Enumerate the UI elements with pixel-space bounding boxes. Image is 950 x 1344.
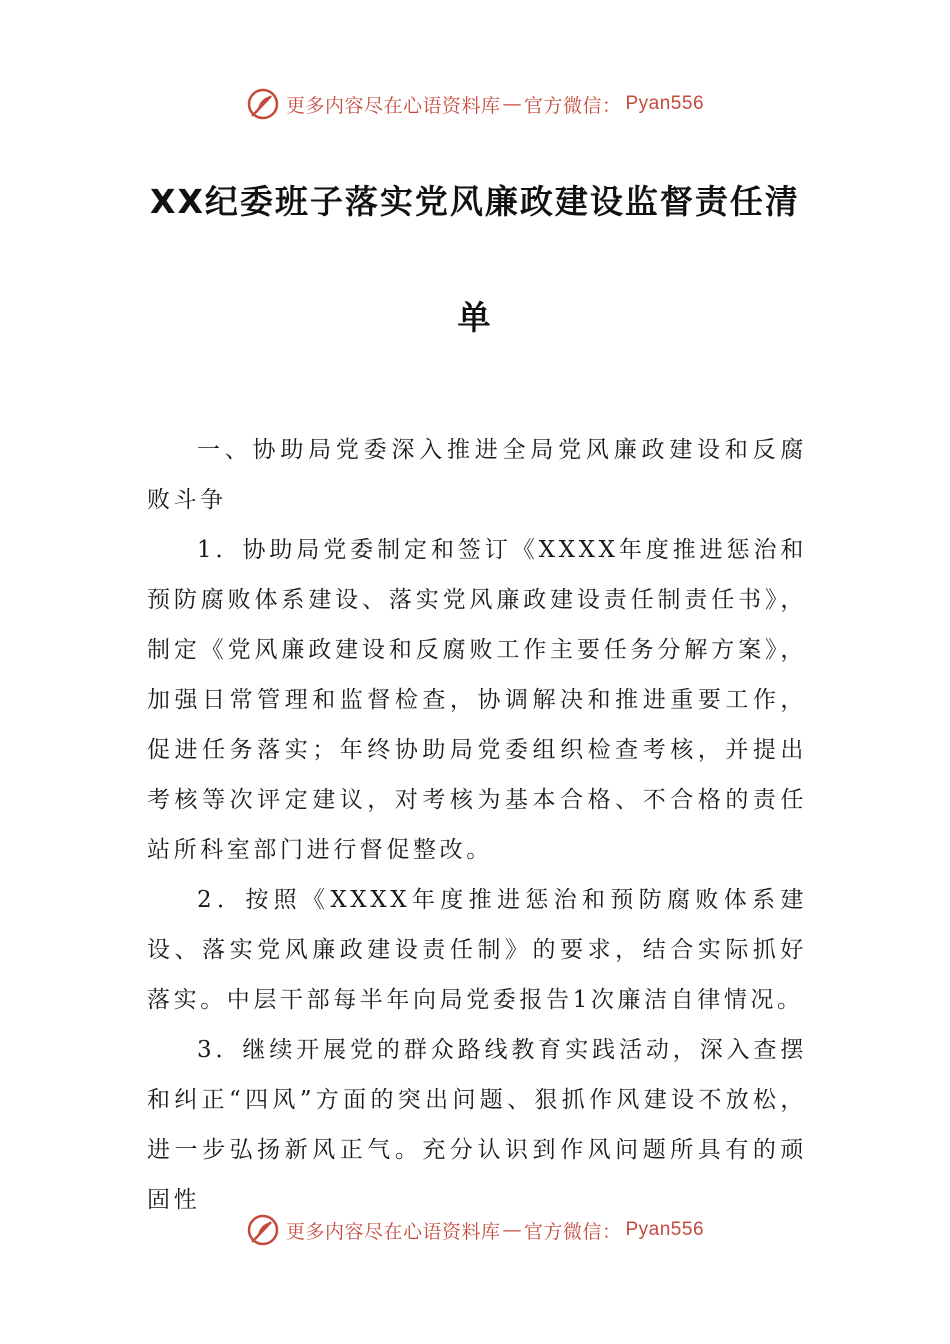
quill-logo-icon xyxy=(246,87,280,121)
watermark-label: 官方微信： xyxy=(523,1220,622,1243)
watermark-text: 更多内容尽在心语资料库 xyxy=(285,1220,501,1243)
watermark-text: 更多内容尽在心语资料库 xyxy=(285,94,501,117)
footer-watermark xyxy=(0,1208,950,1252)
paragraph-item-3: 3．继续开展党的群众路线教育实践活动，深入查摆和纠正“四风”方面的突出问题、狠抓作风建设不放松，进一步弘扬新风正气。充分认识到作风问题所具有的顽固性 xyxy=(147,1037,807,1213)
document-body xyxy=(147,425,807,1225)
section-heading: 一、协助局党委深入推进全局党风廉政建设和反腐败斗争 xyxy=(147,437,807,513)
document-title-line1: XX纪委班子落实党风廉政建设监督责任清 xyxy=(150,182,800,221)
watermark-wechat-id: Pyan556 xyxy=(625,93,705,114)
quill-logo-icon xyxy=(246,1213,280,1247)
header-watermark xyxy=(0,82,950,126)
paragraph-item-2: 2．按照《XXXX年度推进惩治和预防腐败体系建设、落实党风廉政建设责任制》的要求，结合实际抓好落实。中层干部每半年向局党委报告1次廉洁自律情况。 xyxy=(147,887,807,1013)
document-title-line2: 单 xyxy=(457,298,493,337)
watermark-label: 官方微信： xyxy=(523,94,622,117)
watermark-separator: — xyxy=(502,1219,522,1241)
watermark-separator: — xyxy=(502,93,522,115)
watermark-wechat-id: Pyan556 xyxy=(625,1219,705,1240)
paragraph-item-1: 1．协助局党委制定和签订《XXXX年度推进惩治和预防腐败体系建设、落实党风廉政建设责任制责任书》，制定《党风廉政建设和反腐败工作主要任务分解方案》，加强日常管理和监督检查，协调解决和推进重要工作，促进任务落实；年终协助局党委组织检查考核，并提出考核等次评定建议，对考核为基本合格、不合格的责任站所科室部门进行督促整改。 xyxy=(147,537,807,863)
